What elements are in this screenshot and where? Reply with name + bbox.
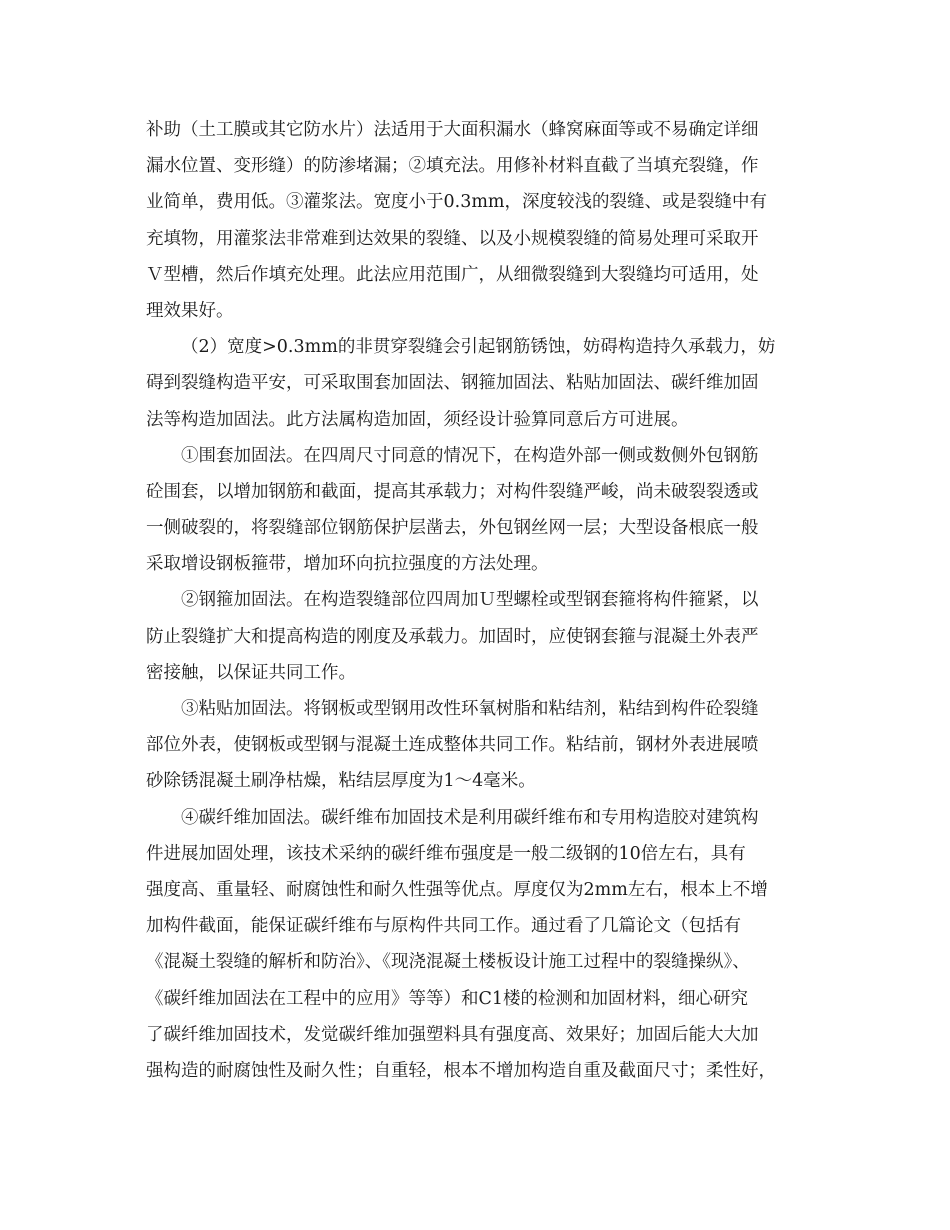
text-line: 防止裂缝扩大和提高构造的刚度及承载力。加固时，应使钢套箍与混凝土外表严 [146,626,759,647]
text-line: 部位外表，使钢板或型钢与混凝土连成整体共同工作。粘结前，钢材外表进展喷 [146,735,759,756]
text-line: （2）宽度>0.3mm的非贯穿裂缝会引起钢筋锈蚀，妨碍构造持久承载力，妨 [181,337,776,358]
text-line: 砼围套，以增加钢筋和截面，提高其承载力；对构件裂缝严峻，尚未破裂裂透或 [146,481,759,502]
text-line: 补助（土工膜或其它防水片）法适用于大面积漏水（蜂窝麻面等或不易确定详细 [146,120,759,140]
text-line: 加构件截面，能保证碳纤维布与原构件共同工作。通过看了几篇论文（包括有 [146,916,741,937]
text-line: ②钢箍加固法。在构造裂缝部位四周加Ｕ型螺栓或型钢套箍将构件箍紧，以 [181,590,759,611]
text-line: 强度高、重量轻、耐腐蚀性和耐久性强等优点。厚度仅为2mm左右，根本上不增 [146,879,768,900]
text-line: ①围套加固法。在四周尺寸同意的情况下，在构造外部一侧或数侧外包钢筋 [181,445,759,466]
text-line: 一侧破裂的，将裂缝部位钢筋保护层凿去，外包钢丝网一层；大型设备根底一般 [146,518,759,539]
text-line: 《碳纤维加固法在工程中的应用》等等）和C1楼的检测和加固材料，细心研究 [146,988,749,1009]
document-body-text [146,112,811,1089]
text-line: 件进展加固处理，该技术采纳的碳纤维布强度是一般二级钢的10倍左右，具有 [146,843,746,864]
text-line: 理效果好。 [146,300,234,321]
text-line: 了碳纤维加固技术，发觉碳纤维加强塑料具有强度高、效果好；加固后能大大加 [146,1024,759,1045]
text-line: 密接触，以保证共同工作。 [146,662,356,683]
text-line: 《混凝土裂缝的解析和防治》、《现浇混凝土楼板设计施工过程中的裂缝操纵》、 [146,952,750,973]
text-line: 充填物，用灌浆法非常难到达效果的裂缝、以及小规模裂缝的简易处理可采取开 [146,228,759,249]
text-line: ④碳纤维加固法。碳纤维布加固技术是利用碳纤维布和专用构造胶对建筑构 [181,807,759,828]
text-line: 强构造的耐腐蚀性及耐久性；自重轻，根本不增加构造自重及截面尺寸；柔性好， [146,1060,776,1081]
text-line: 业简单，费用低。③灌浆法。宽度小于0.3mm，深度较浅的裂缝、或是裂缝中有 [146,192,768,213]
text-line: Ｖ型槽，然后作填充处理。此法应用范围广，从细微裂缝到大裂缝均可适用，处 [146,264,759,285]
text-line: 采取增设钢板箍带，增加环向抗拉强度的方法处理。 [146,554,549,575]
text-line: 砂除锈混凝土刷净枯燥，粘结层厚度为1～4毫米。 [146,771,536,792]
text-line: ③粘贴加固法。将钢板或型钢用改性环氧树脂和粘结剂，粘结到构件砼裂缝 [181,699,759,719]
text-line: 法等构造加固法。此方法属构造加固，须经设计验算同意后方可进展。 [146,409,689,430]
text-line: 漏水位置、变形缝）的防渗堵漏；②填充法。用修补材料直截了当填充裂缝，作 [146,156,759,177]
text-line: 碍到裂缝构造平安，可采取围套加固法、钢箍加固法、粘贴加固法、碳纤维加固 [146,373,759,394]
